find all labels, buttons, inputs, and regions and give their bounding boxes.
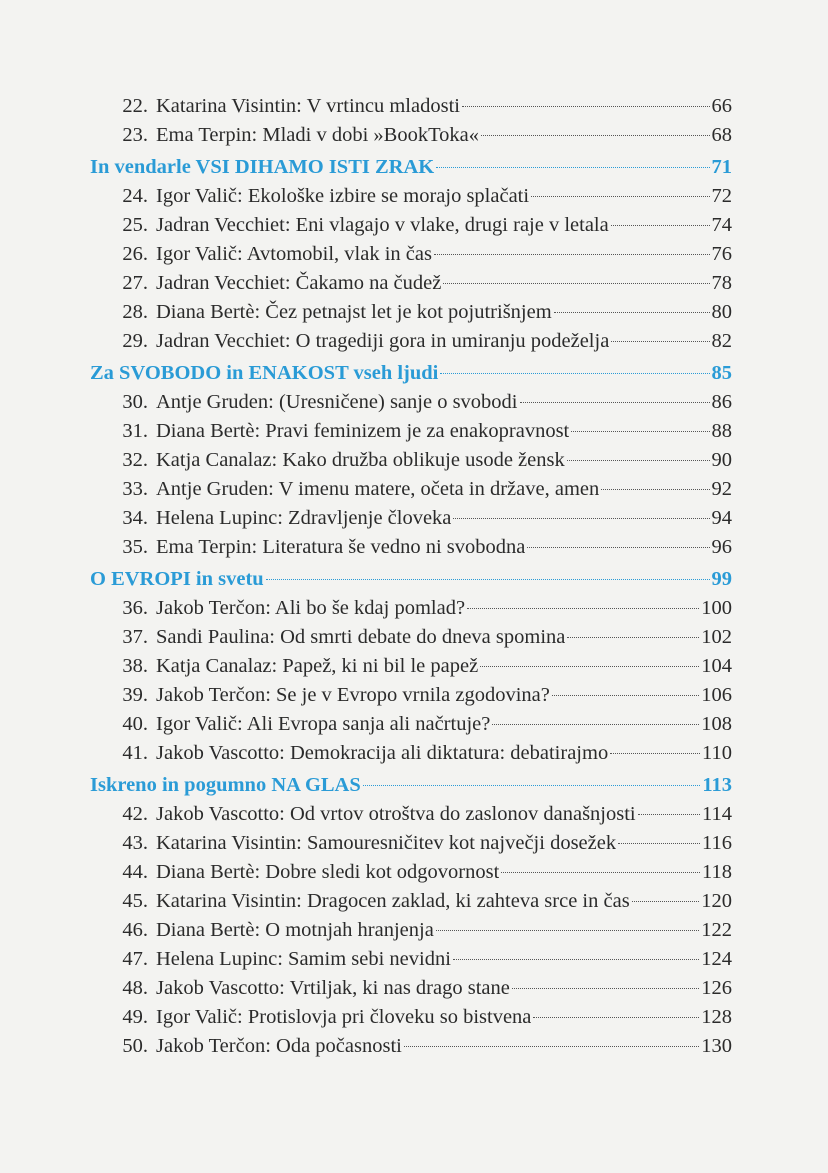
entry-number: 44. bbox=[122, 861, 148, 883]
toc-entry[interactable] bbox=[90, 533, 732, 562]
toc-entry[interactable] bbox=[90, 594, 732, 623]
entry-title: Igor Valič: Ekološke izbire se morajo splačati bbox=[156, 185, 530, 207]
toc-entry[interactable] bbox=[90, 945, 732, 974]
section-page-number: 85 bbox=[711, 362, 732, 384]
dot-leader bbox=[512, 988, 699, 989]
toc-entry[interactable] bbox=[90, 1003, 732, 1032]
entry-page-number: 74 bbox=[711, 214, 732, 236]
entry-title: Igor Valič: Ali Evropa sanja ali načrtuje? bbox=[156, 713, 491, 735]
entry-page-number: 88 bbox=[711, 420, 732, 442]
entry-number: 41. bbox=[122, 742, 148, 764]
dot-leader bbox=[601, 489, 709, 490]
entry-page-number: 118 bbox=[702, 861, 732, 883]
toc-entry[interactable] bbox=[90, 504, 732, 533]
toc-entry[interactable] bbox=[90, 211, 732, 240]
section-page-number: 71 bbox=[711, 156, 732, 178]
entry-title: Jakob Vascotto: Demokracija ali diktatura: debatirajmo bbox=[156, 742, 609, 764]
entry-number: 26. bbox=[122, 243, 148, 265]
dot-leader bbox=[618, 843, 700, 844]
entry-title: Jakob Terčon: Ali bo še kdaj pomlad? bbox=[156, 597, 466, 619]
dot-leader bbox=[527, 547, 709, 548]
toc-entry[interactable] bbox=[90, 652, 732, 681]
entry-title: Katarina Visintin: V vrtincu mladosti bbox=[156, 95, 460, 117]
toc-entry[interactable] bbox=[90, 739, 732, 768]
entry-title: Antje Gruden: V imenu matere, očeta in države, amen bbox=[156, 478, 600, 500]
entry-title: Igor Valič: Protislovja pri človeku so bistvena bbox=[156, 1006, 532, 1028]
dot-leader bbox=[567, 637, 699, 638]
entry-title: Katarina Visintin: Samouresničitev kot največji dosežek bbox=[156, 832, 617, 854]
dot-leader bbox=[552, 695, 699, 696]
entry-page-number: 122 bbox=[701, 919, 732, 941]
dot-leader bbox=[638, 814, 700, 815]
entry-title: Jadran Vecchiet: O tragediji gora in umiranju podeželja bbox=[156, 330, 610, 352]
entry-page-number: 126 bbox=[701, 977, 732, 999]
toc-entry[interactable] bbox=[90, 121, 732, 150]
entry-page-number: 94 bbox=[711, 507, 732, 529]
entry-number: 36. bbox=[122, 597, 148, 619]
dot-leader bbox=[443, 283, 709, 284]
toc-entry[interactable] bbox=[90, 298, 732, 327]
entry-number: 28. bbox=[122, 301, 148, 323]
entry-page-number: 114 bbox=[702, 803, 732, 825]
entry-page-number: 66 bbox=[711, 95, 732, 117]
entry-page-number: 72 bbox=[711, 185, 732, 207]
dot-leader bbox=[481, 135, 709, 136]
entry-title: Helena Lupinc: Samim sebi nevidni bbox=[156, 948, 451, 970]
dot-leader bbox=[440, 373, 709, 374]
entry-page-number: 110 bbox=[702, 742, 732, 764]
toc-entry[interactable] bbox=[90, 858, 732, 887]
entry-number: 43. bbox=[122, 832, 148, 854]
entry-number: 50. bbox=[122, 1035, 148, 1057]
toc-entry[interactable] bbox=[90, 710, 732, 739]
section-heading[interactable] bbox=[90, 770, 732, 800]
entry-number: 22. bbox=[122, 95, 148, 117]
entry-page-number: 82 bbox=[711, 330, 732, 352]
entry-number: 40. bbox=[122, 713, 148, 735]
dot-leader bbox=[266, 579, 710, 580]
dot-leader bbox=[434, 254, 710, 255]
dot-leader bbox=[520, 402, 710, 403]
section-title: In vendarle VSI DIHAMO ISTI ZRAK bbox=[90, 156, 435, 178]
entry-number: 39. bbox=[122, 684, 148, 706]
dot-leader bbox=[571, 431, 709, 432]
entry-title: Ema Terpin: Mladi v dobi »BookToka« bbox=[156, 124, 480, 146]
entry-page-number: 128 bbox=[701, 1006, 732, 1028]
toc-entry[interactable] bbox=[90, 829, 732, 858]
dot-leader bbox=[610, 753, 700, 754]
entry-title: Katarina Visintin: Dragocen zaklad, ki zahteva srce in čas bbox=[156, 890, 630, 912]
section-heading[interactable] bbox=[90, 152, 732, 182]
entry-page-number: 76 bbox=[711, 243, 732, 265]
section-page-number: 99 bbox=[711, 568, 732, 590]
entry-title: Sandi Paulina: Od smrti debate do dneva spomina bbox=[156, 626, 566, 648]
entry-number: 33. bbox=[122, 478, 148, 500]
entry-page-number: 90 bbox=[711, 449, 732, 471]
dot-leader bbox=[436, 930, 699, 931]
entry-page-number: 104 bbox=[701, 655, 732, 677]
section-title: Za SVOBODO in ENAKOST vseh ljudi bbox=[90, 362, 439, 384]
entry-title: Igor Valič: Avtomobil, vlak in čas bbox=[156, 243, 432, 265]
entry-title: Jakob Vascotto: Od vrtov otroštva do zaslonov današnjosti bbox=[156, 803, 636, 825]
entry-number: 48. bbox=[122, 977, 148, 999]
section-page-number: 113 bbox=[702, 774, 732, 796]
entry-page-number: 100 bbox=[701, 597, 732, 619]
toc-entry[interactable] bbox=[90, 800, 732, 829]
dot-leader bbox=[453, 518, 709, 519]
entry-title: Diana Bertè: Čez petnajst let je kot pojutrišnjem bbox=[156, 301, 552, 323]
entry-title: Jakob Terčon: Oda počasnosti bbox=[156, 1035, 402, 1057]
entry-number: 45. bbox=[122, 890, 148, 912]
entry-number: 32. bbox=[122, 449, 148, 471]
entry-title: Katja Canalaz: Papež, ki ni bil le papež bbox=[156, 655, 479, 677]
dot-leader bbox=[531, 196, 709, 197]
entry-title: Diana Bertè: Dobre sledi kot odgovornost bbox=[156, 861, 500, 883]
entry-title: Katja Canalaz: Kako družba oblikuje usode žensk bbox=[156, 449, 565, 471]
dot-leader bbox=[453, 959, 699, 960]
toc-entry[interactable] bbox=[90, 92, 732, 121]
toc-entry[interactable] bbox=[90, 623, 732, 652]
dot-leader bbox=[467, 608, 699, 609]
entry-page-number: 80 bbox=[711, 301, 732, 323]
entry-title: Jakob Vascotto: Vrtiljak, ki nas drago stane bbox=[156, 977, 510, 999]
entry-page-number: 78 bbox=[711, 272, 732, 294]
entry-page-number: 96 bbox=[711, 536, 732, 558]
entry-number: 35. bbox=[122, 536, 148, 558]
entry-title: Jakob Terčon: Se je v Evropo vrnila zgodovina? bbox=[156, 684, 550, 706]
toc-entry[interactable] bbox=[90, 1032, 732, 1061]
dot-leader bbox=[554, 312, 710, 313]
table-of-contents bbox=[90, 92, 732, 1061]
dot-leader bbox=[632, 901, 700, 902]
dot-leader bbox=[501, 872, 700, 873]
entry-number: 23. bbox=[122, 124, 148, 146]
entry-title: Helena Lupinc: Zdravljenje človeka bbox=[156, 507, 452, 529]
toc-entry[interactable] bbox=[90, 475, 732, 504]
dot-leader bbox=[480, 666, 699, 667]
entry-page-number: 108 bbox=[701, 713, 732, 735]
entry-number: 49. bbox=[122, 1006, 148, 1028]
entry-number: 42. bbox=[122, 803, 148, 825]
dot-leader bbox=[363, 785, 701, 786]
section-heading[interactable] bbox=[90, 564, 732, 594]
entry-page-number: 120 bbox=[701, 890, 732, 912]
entry-number: 34. bbox=[122, 507, 148, 529]
toc-entry[interactable] bbox=[90, 417, 732, 446]
entry-title: Jadran Vecchiet: Eni vlagajo v vlake, drugi raje v letala bbox=[156, 214, 609, 236]
entry-number: 29. bbox=[122, 330, 148, 352]
entry-page-number: 68 bbox=[711, 124, 732, 146]
toc-entry[interactable] bbox=[90, 269, 732, 298]
dot-leader bbox=[492, 724, 699, 725]
entry-number: 31. bbox=[122, 420, 148, 442]
entry-number: 27. bbox=[122, 272, 148, 294]
dot-leader bbox=[533, 1017, 699, 1018]
toc-entry[interactable] bbox=[90, 182, 732, 211]
entry-page-number: 130 bbox=[701, 1035, 732, 1057]
entry-title: Jadran Vecchiet: Čakamo na čudež bbox=[156, 272, 442, 294]
entry-number: 24. bbox=[122, 185, 148, 207]
toc-entry[interactable] bbox=[90, 388, 732, 417]
entry-page-number: 102 bbox=[701, 626, 732, 648]
entry-title: Diana Bertè: Pravi feminizem je za enakopravnost bbox=[156, 420, 570, 442]
toc-entry[interactable] bbox=[90, 887, 732, 916]
entry-page-number: 116 bbox=[702, 832, 732, 854]
dot-leader bbox=[611, 225, 710, 226]
dot-leader bbox=[567, 460, 710, 461]
entry-number: 46. bbox=[122, 919, 148, 941]
section-heading[interactable] bbox=[90, 358, 732, 388]
entry-page-number: 124 bbox=[701, 948, 732, 970]
dot-leader bbox=[462, 106, 710, 107]
toc-entry[interactable] bbox=[90, 327, 732, 356]
entry-number: 25. bbox=[122, 214, 148, 236]
entry-title: Antje Gruden: (Uresničene) sanje o svobodi bbox=[156, 391, 518, 413]
toc-entry[interactable] bbox=[90, 974, 732, 1003]
toc-entry[interactable] bbox=[90, 446, 732, 475]
entry-number: 47. bbox=[122, 948, 148, 970]
entry-number: 37. bbox=[122, 626, 148, 648]
section-title: O EVROPI in svetu bbox=[90, 568, 264, 590]
entry-title: Diana Bertè: O motnjah hranjenja bbox=[156, 919, 434, 941]
toc-entry[interactable] bbox=[90, 916, 732, 945]
entry-number: 30. bbox=[122, 391, 148, 413]
toc-entry[interactable] bbox=[90, 240, 732, 269]
entry-number: 38. bbox=[122, 655, 148, 677]
dot-leader bbox=[404, 1046, 699, 1047]
entry-page-number: 92 bbox=[711, 478, 732, 500]
dot-leader bbox=[436, 167, 709, 168]
section-title: Iskreno in pogumno NA GLAS bbox=[90, 774, 361, 796]
entry-page-number: 86 bbox=[711, 391, 732, 413]
entry-page-number: 106 bbox=[701, 684, 732, 706]
toc-entry[interactable] bbox=[90, 681, 732, 710]
dot-leader bbox=[611, 341, 709, 342]
entry-title: Ema Terpin: Literatura še vedno ni svobodna bbox=[156, 536, 526, 558]
